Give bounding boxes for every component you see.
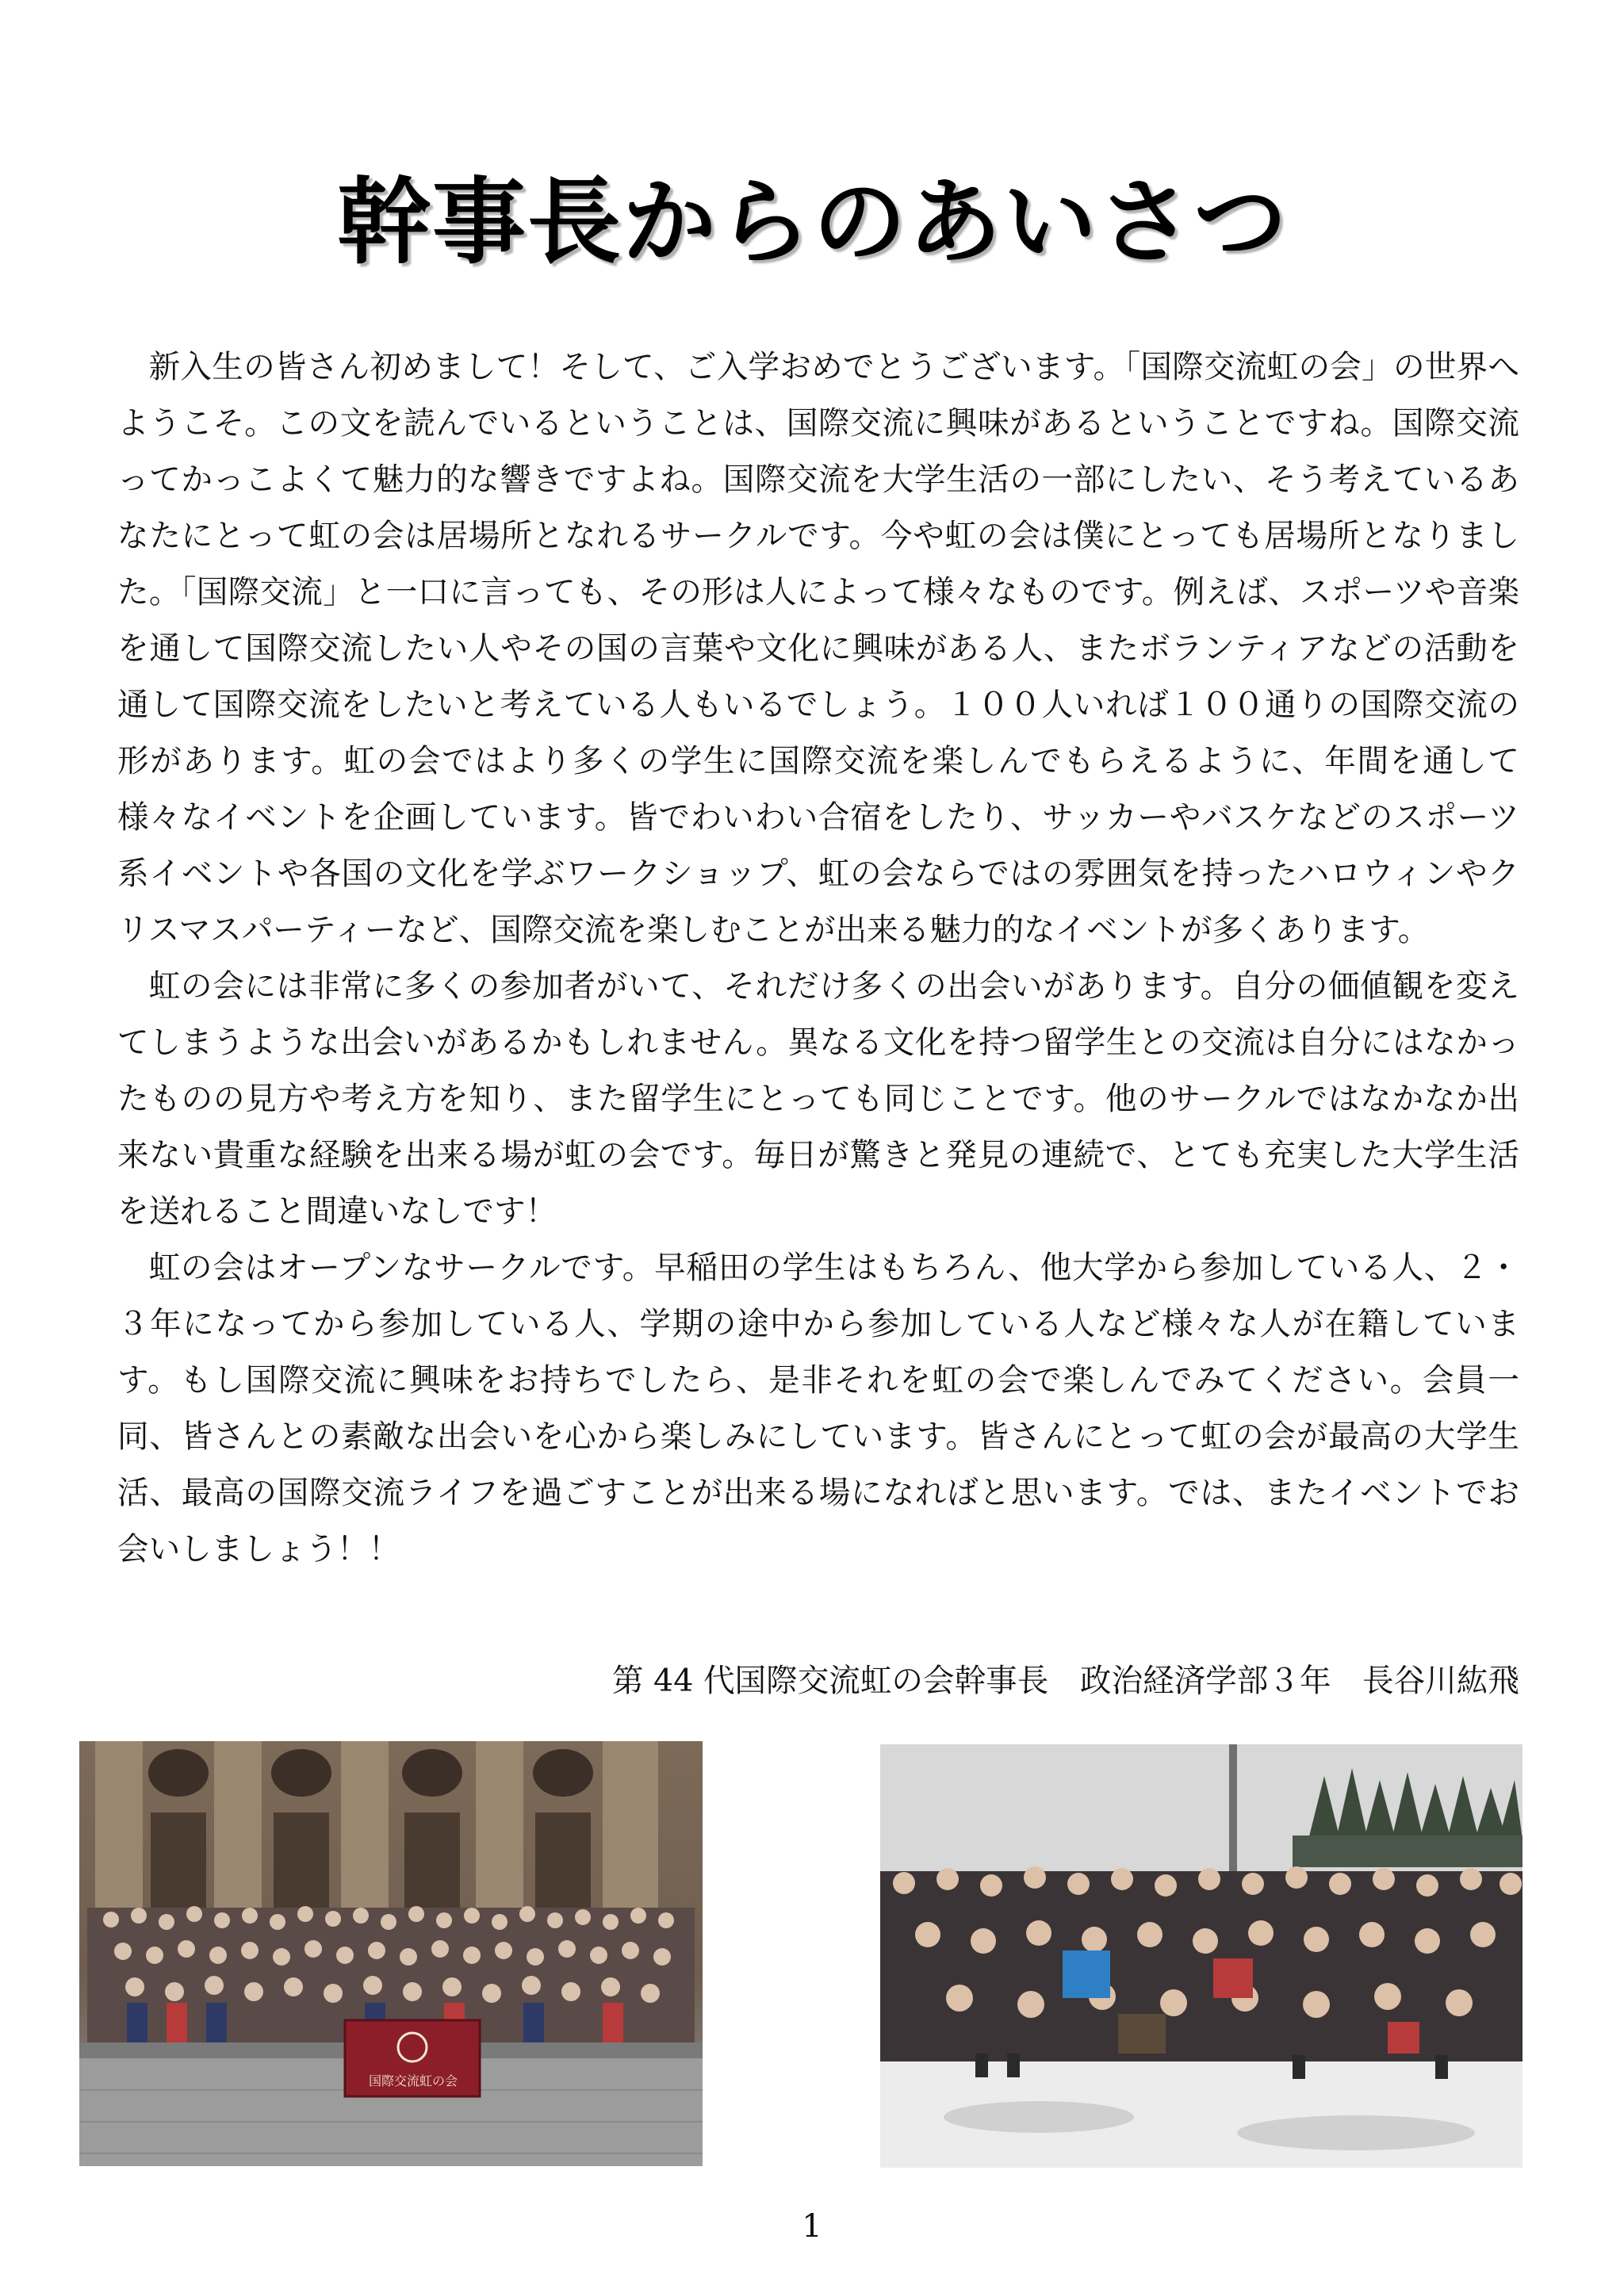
group-photo-building-image [79, 1741, 703, 2166]
paragraph-2: 虹の会には非常に多くの参加者がいて、それだけ多くの出会いがあります。自分の価値観を変えてしまうような出会いがあるかもしれません。異なる文化を持つ留学生との交流は自分にはなかったものの見方や考え方を知り、また留学生にとっても同じことです。他のサークルではなかなか出来ない貴重な経験を出来る場が虹の会です。毎日が驚きと発見の連続で、とても充実した大学生活を送れること間違いなしです！ [117, 968, 1519, 1230]
greeting-body [117, 339, 1519, 1578]
group-photo-building [79, 1741, 703, 2166]
group-photo-snow-image [880, 1744, 1522, 2168]
paragraph-1: 新入生の皆さん初めまして！そして、ご入学おめでとうございます。「国際交流虹の会」の世界へようこそ。この文を読んでいるということは、国際交流に興味があるということですね。国際交流ってかっこよくて魅力的な響きですよね。国際交流を大学生活の一部にしたい、そう考えているあなたにとって虹の会は居場所となれるサークルです。今や虹の会は僕にとっても居場所となりました。「国際交流」と一口に言っても、その形は人によって様々なものです。例えば、スポーツや音楽を通して国際交流したい人やその国の言葉や文化に興味がある人、またボランティアなどの活動を通して国際交流をしたいと考えている人もいるでしょう。１００人いれば１００通りの国際交流の形があります。虹の会ではより多くの学生に国際交流を楽しんでもらえるように、年間を通して様々なイベントを企画しています。皆でわいわい合宿をしたり、サッカーやバスケなどのスポーツ系イベントや各国の文化を学ぶワークショップ、虹の会ならではの雰囲気を持ったハロウィンやクリスマスパーティーなど、国際交流を楽しむことが出来る魅力的なイベントが多くあります。 [117, 349, 1519, 948]
group-photo-snow [880, 1744, 1522, 2168]
banner-text: 国際交流虹の会 [368, 2073, 458, 2088]
paragraph-3: 虹の会はオープンなサークルです。早稲田の学生はもちろん、他大学から参加している人、２・３年になってから参加している人、学期の途中から参加している人など様々な人が在籍しています。もし国際交流に興味をお持ちでしたら、是非それを虹の会で楽しんでみてください。会員一同、皆さんとの素敵な出会いを心から楽しみにしています。皆さんにとって虹の会が最高の大学生活、最高の国際交流ライフを過ごすことが出来る場になればと思います。では、またイベントでお会いしましょう！！ [117, 1250, 1519, 1568]
signature-line: 第 44 代国際交流虹の会幹事長 政治経済学部３年 長谷川紘飛 [611, 1663, 1519, 1699]
page-title: 幹事長からのあいさつ [336, 167, 1289, 277]
page-number: 1 [802, 2208, 822, 2245]
